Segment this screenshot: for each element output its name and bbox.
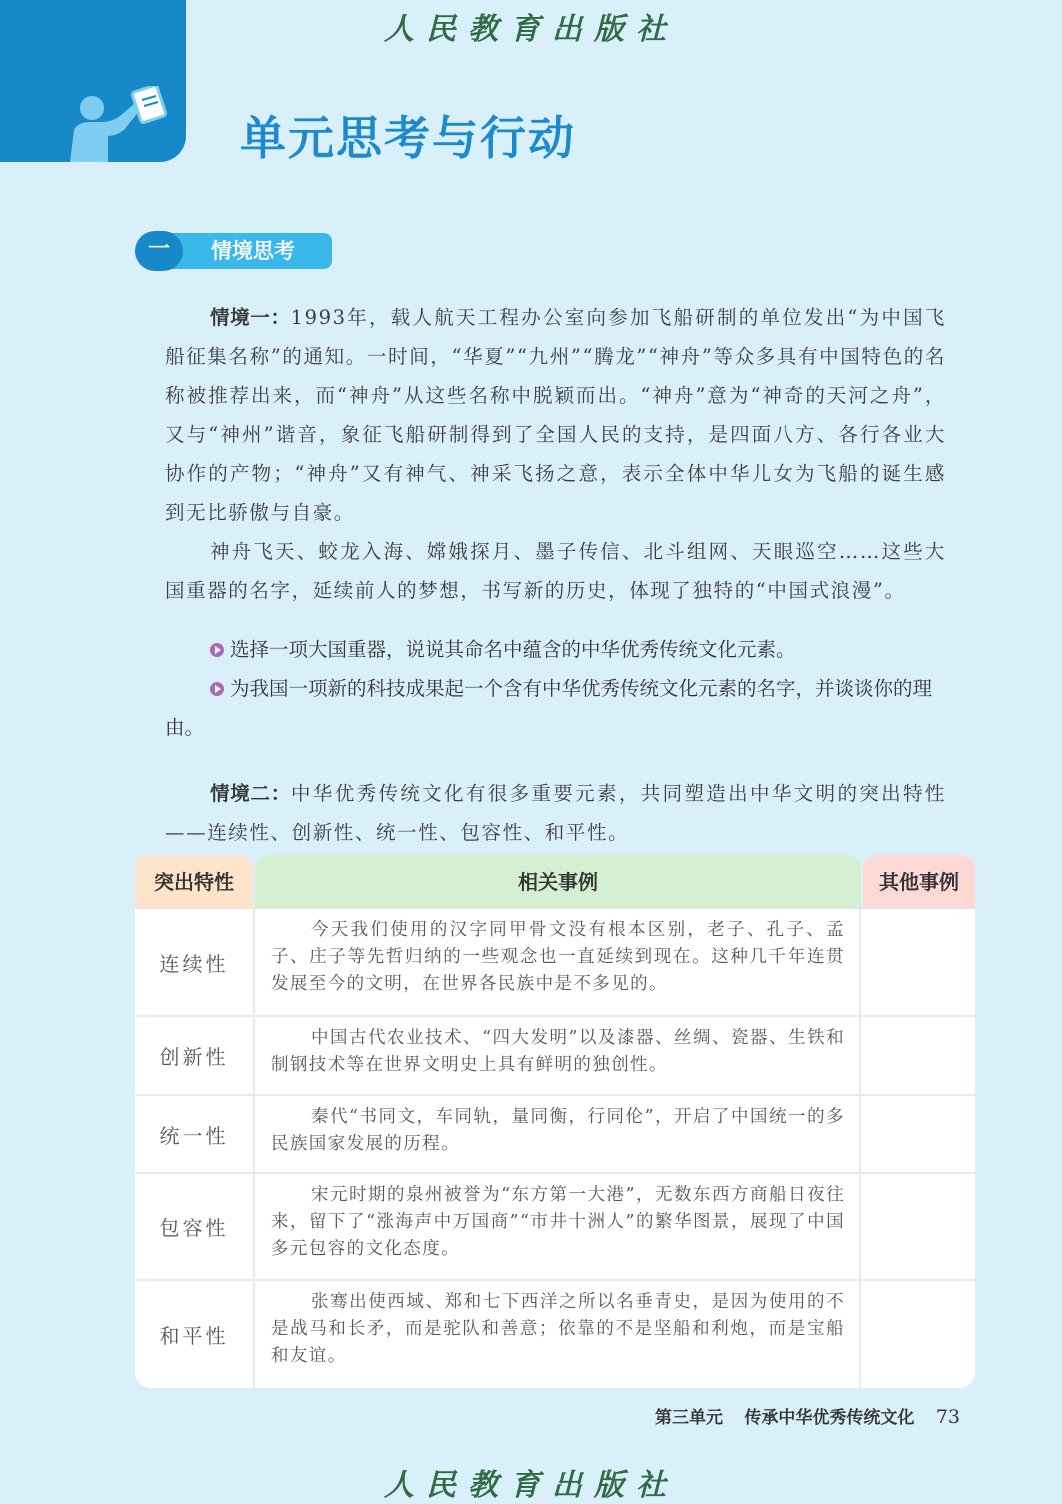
play-bullet-icon <box>210 643 224 657</box>
section-label: 情境思考 <box>211 239 295 263</box>
publisher-logo-bottom: 人民教育出版社 <box>384 1468 678 1503</box>
table-row <box>135 1096 975 1174</box>
trait-cell: 连续性 <box>135 909 255 1015</box>
table-row <box>135 1017 975 1096</box>
other-example-cell[interactable] <box>863 1017 975 1094</box>
section-number: 一 <box>135 231 183 271</box>
scenario2-lead: 情境二： <box>210 782 292 805</box>
trait-cell: 统一性 <box>135 1096 255 1172</box>
table-row <box>135 909 975 1017</box>
example-cell: 秦代“书同文，车同轨，量同衡，行同伦”，开启了中国统一的多民族国家发展的历程。 <box>255 1096 861 1172</box>
question-prompt: 为我国一项新的科技成果起一个含有中华优秀传统文化元素的名字，并谈谈你的理由。 <box>165 677 933 739</box>
other-example-cell[interactable] <box>863 909 975 1015</box>
unit-title: 单元思考与行动 <box>240 111 576 165</box>
example-cell: 宋元时期的泉州被誉为“东方第一大港”，无数东西方商船日夜往来，留下了“涨海声中万国商”“市井十洲人”的繁华图景，展现了中国多元包容的文化态度。 <box>255 1174 861 1279</box>
example-cell: 今天我们使用的汉字同甲骨文没有根本区别，老子、孔子、孟子、庄子等先哲归纳的一些观念也一直延续到现在。这种几千年连贯发展至今的文明，在世界各民族中是不多见的。 <box>255 909 861 1015</box>
scenario1-paragraph-2: 神舟飞天、蛟龙入海、嫦娥探月、墨子传信、北斗组网、天眼巡空……这些大国重器的名字，延续前人的梦想，书写新的历史，体现了独特的“中国式浪漫”。 <box>165 540 946 602</box>
question-prompts <box>165 630 946 747</box>
other-example-cell[interactable] <box>863 1281 975 1388</box>
play-bullet-icon <box>210 682 224 696</box>
scenario1-text: 1993年，载人航天工程办公室向参加飞船研制的单位发出“为中国飞船征集名称”的通知。一时间，“华夏”“九州”“腾龙”“神舟”等众多具有中国特色的名称被推荐出来，而“神舟”从这些名称中脱颖而出。“神舟”意为“神奇的天河之舟”，又与“神州”谐音，象征飞船研制得到了全国人民的支持，是四面八方、各行各业大协作的产物；“神舟”又有神气、神采飞扬之意，表示全体中华儿女为飞船的诞生感到无比骄傲与自豪。 <box>165 306 946 524</box>
header-trait: 突出特性 <box>135 855 253 909</box>
other-example-cell[interactable] <box>863 1174 975 1279</box>
header-other-examples: 其他事例 <box>863 855 975 909</box>
other-example-cell[interactable] <box>863 1096 975 1172</box>
footer-unit: 第三单元 <box>655 1408 723 1428</box>
header-related-examples: 相关事例 <box>255 855 861 909</box>
scenario2-text: 中华优秀传统文化有很多重要元素，共同塑造出中华文明的突出特性——连续性、创新性、统一性、包容性、和平性。 <box>165 782 946 844</box>
table-row <box>135 1174 975 1281</box>
trait-cell: 和平性 <box>135 1281 255 1388</box>
table-row <box>135 1281 975 1388</box>
publisher-logo-top: 人民教育出版社 <box>384 12 678 47</box>
traits-table <box>135 855 975 1388</box>
example-cell: 中国古代农业技术、“四大发明”以及漆器、丝绸、瓷器、生铁和制钢技术等在世界文明史上具有鲜明的独创性。 <box>255 1017 861 1094</box>
unit-corner-badge <box>0 0 186 162</box>
table-body <box>135 909 975 1388</box>
scenario1-paragraph <box>165 298 946 532</box>
scenario1-lead: 情境一： <box>210 306 291 329</box>
trait-cell: 包容性 <box>135 1174 255 1279</box>
page-footer <box>655 1403 960 1428</box>
page-number: 73 <box>935 1406 960 1428</box>
example-cell: 张骞出使西域、郑和七下西洋之所以名垂青史，是因为使用的不是战马和长矛，而是驼队和善意；依靠的不是坚船和利炮，而是宝船和友谊。 <box>255 1281 861 1388</box>
footer-chapter: 传承中华优秀传统文化 <box>744 1408 915 1428</box>
trait-cell: 创新性 <box>135 1017 255 1094</box>
person-with-book-icon <box>60 86 170 162</box>
question-prompt: 选择一项大国重器，说说其命名中蕴含的中华优秀传统文化元素。 <box>165 630 946 669</box>
scenario2-paragraph <box>165 774 946 852</box>
